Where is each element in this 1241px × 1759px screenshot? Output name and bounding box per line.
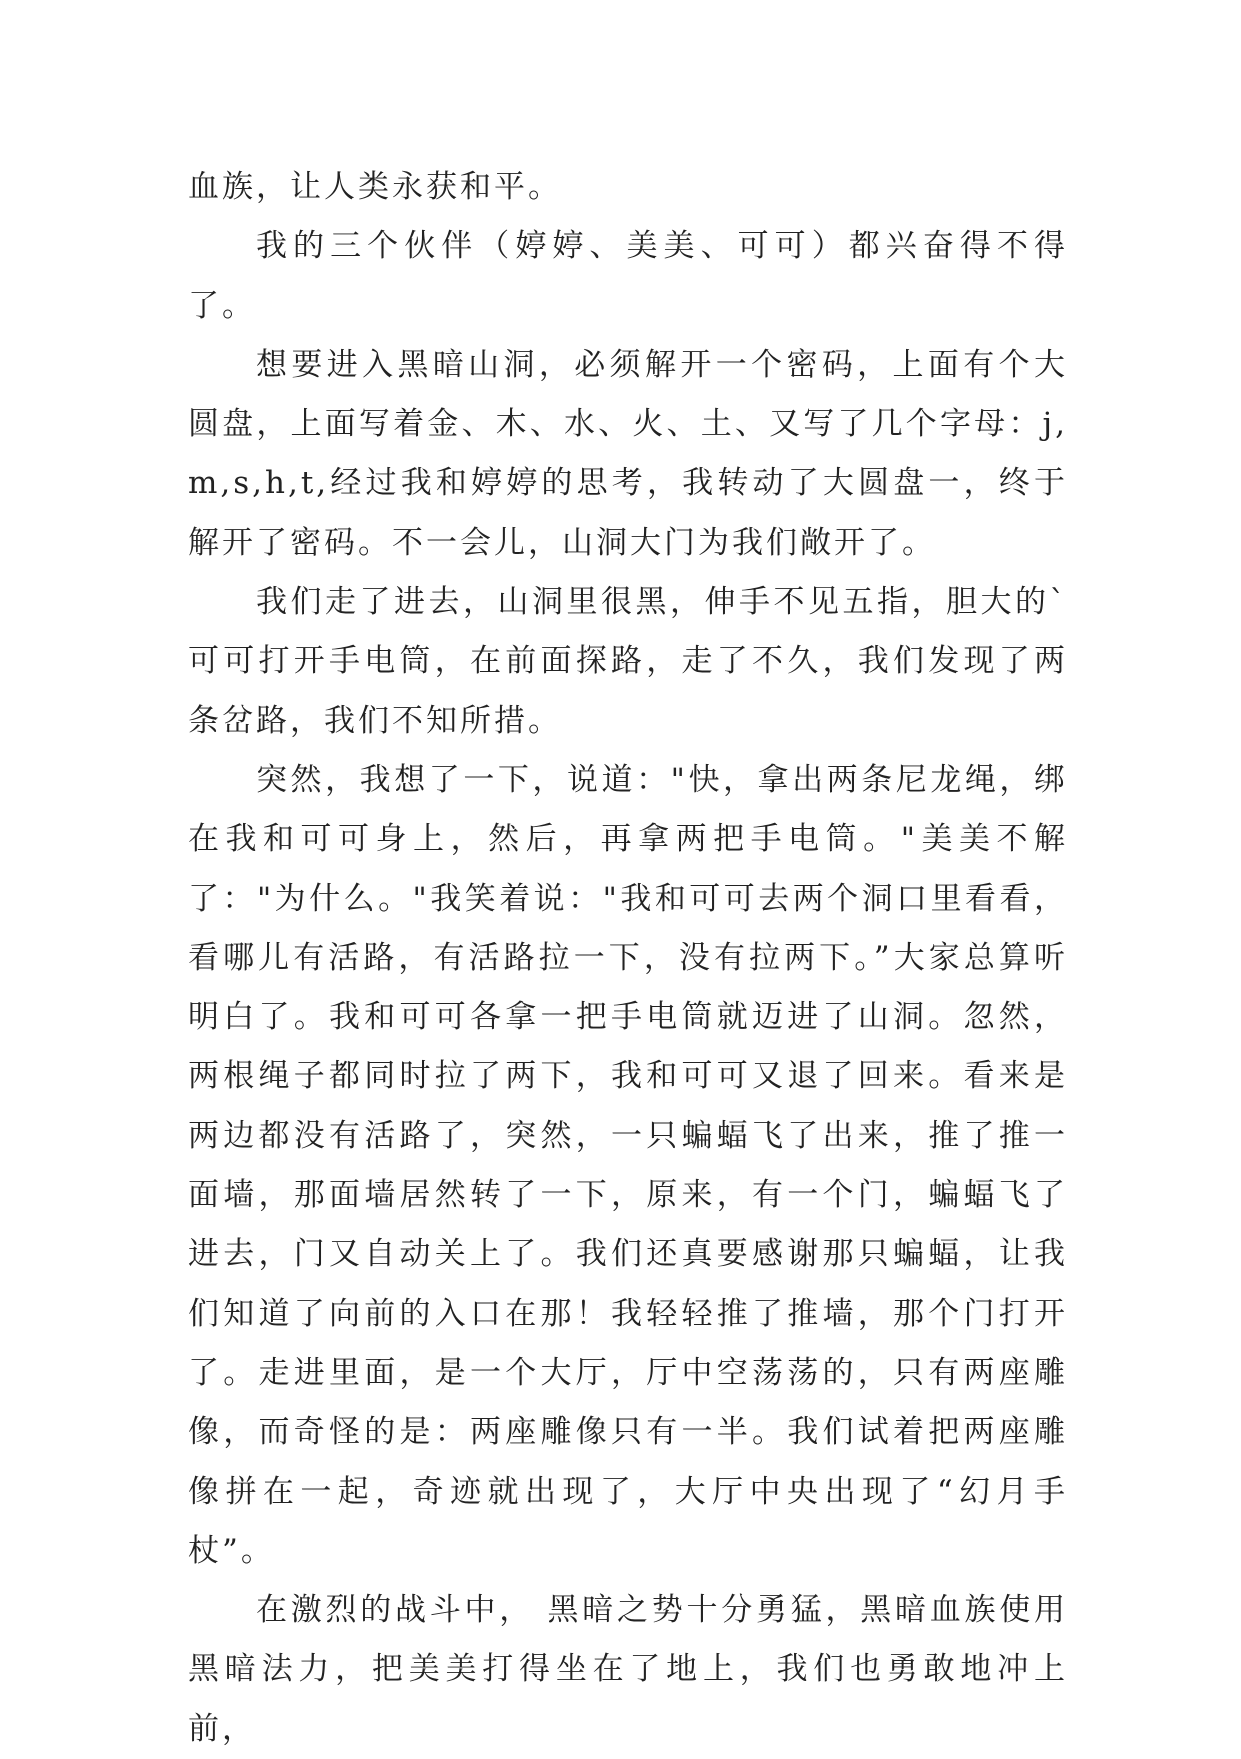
paragraph-4: 我们走了进去，山洞里很黑，伸手不见五指，胆大的`可可打开手电筒，在前面探路，走了不久，我们发现了两条岔路，我们不知所措。 <box>188 584 1068 739</box>
paragraph-5: 突然，我想了一下，说道："快，拿出两条尼龙绳，绑在我和可可身上，然后，再拿两把手电筒。"美美不解了："为什么。"我笑着说："我和可可去两个洞口里看看，看哪儿有活路，有活路拉一下，没有拉两下。”大家总算听明白了。我和可可各拿一把手电筒就迈进了山洞。忽然，两根绳子都同时拉了两下，我和可可又退了回来。看来是两边都没有活路了，突然，一只蝙蝠飞了出来，推了推一面墙，那面墙居然转了一下，原来，有一个门，蝙蝠飞了进去，门又自动关上了。我们还真要感谢那只蝙蝠，让我们知道了向前的入口在那！我轻轻推了推墙，那个门打开了。走进里面，是一个大厅，厅中空荡荡的，只有两座雕像，而奇怪的是：两座雕像只有一半。我们试着把两座雕像拼在一起，奇迹就出现了，大厅中央出现了“幻月手杖”。 <box>188 761 1068 1569</box>
paragraph-2: 我的三个伙伴（婷婷、美美、可可）都兴奋得不得了。 <box>188 228 1068 324</box>
paragraph-1: 血族，让人类永获和平。 <box>188 169 562 205</box>
body-text <box>188 158 1068 1759</box>
paragraph-6: 在激烈的战斗中， 黑暗之势十分勇猛，黑暗血族使用黑暗法力，把美美打得坐在了地上，我们也勇敢地冲上前， <box>188 1592 1068 1747</box>
paragraph-3: 想要进入黑暗山洞，必须解开一个密码，上面有个大圆盘，上面写着金、木、水、火、土、又写了几个字母：j,m,s,h,t,经过我和婷婷的思考，我转动了大圆盘一，终于解开了密码。不一会儿，山洞大门为我们敞开了。 <box>188 346 1068 561</box>
